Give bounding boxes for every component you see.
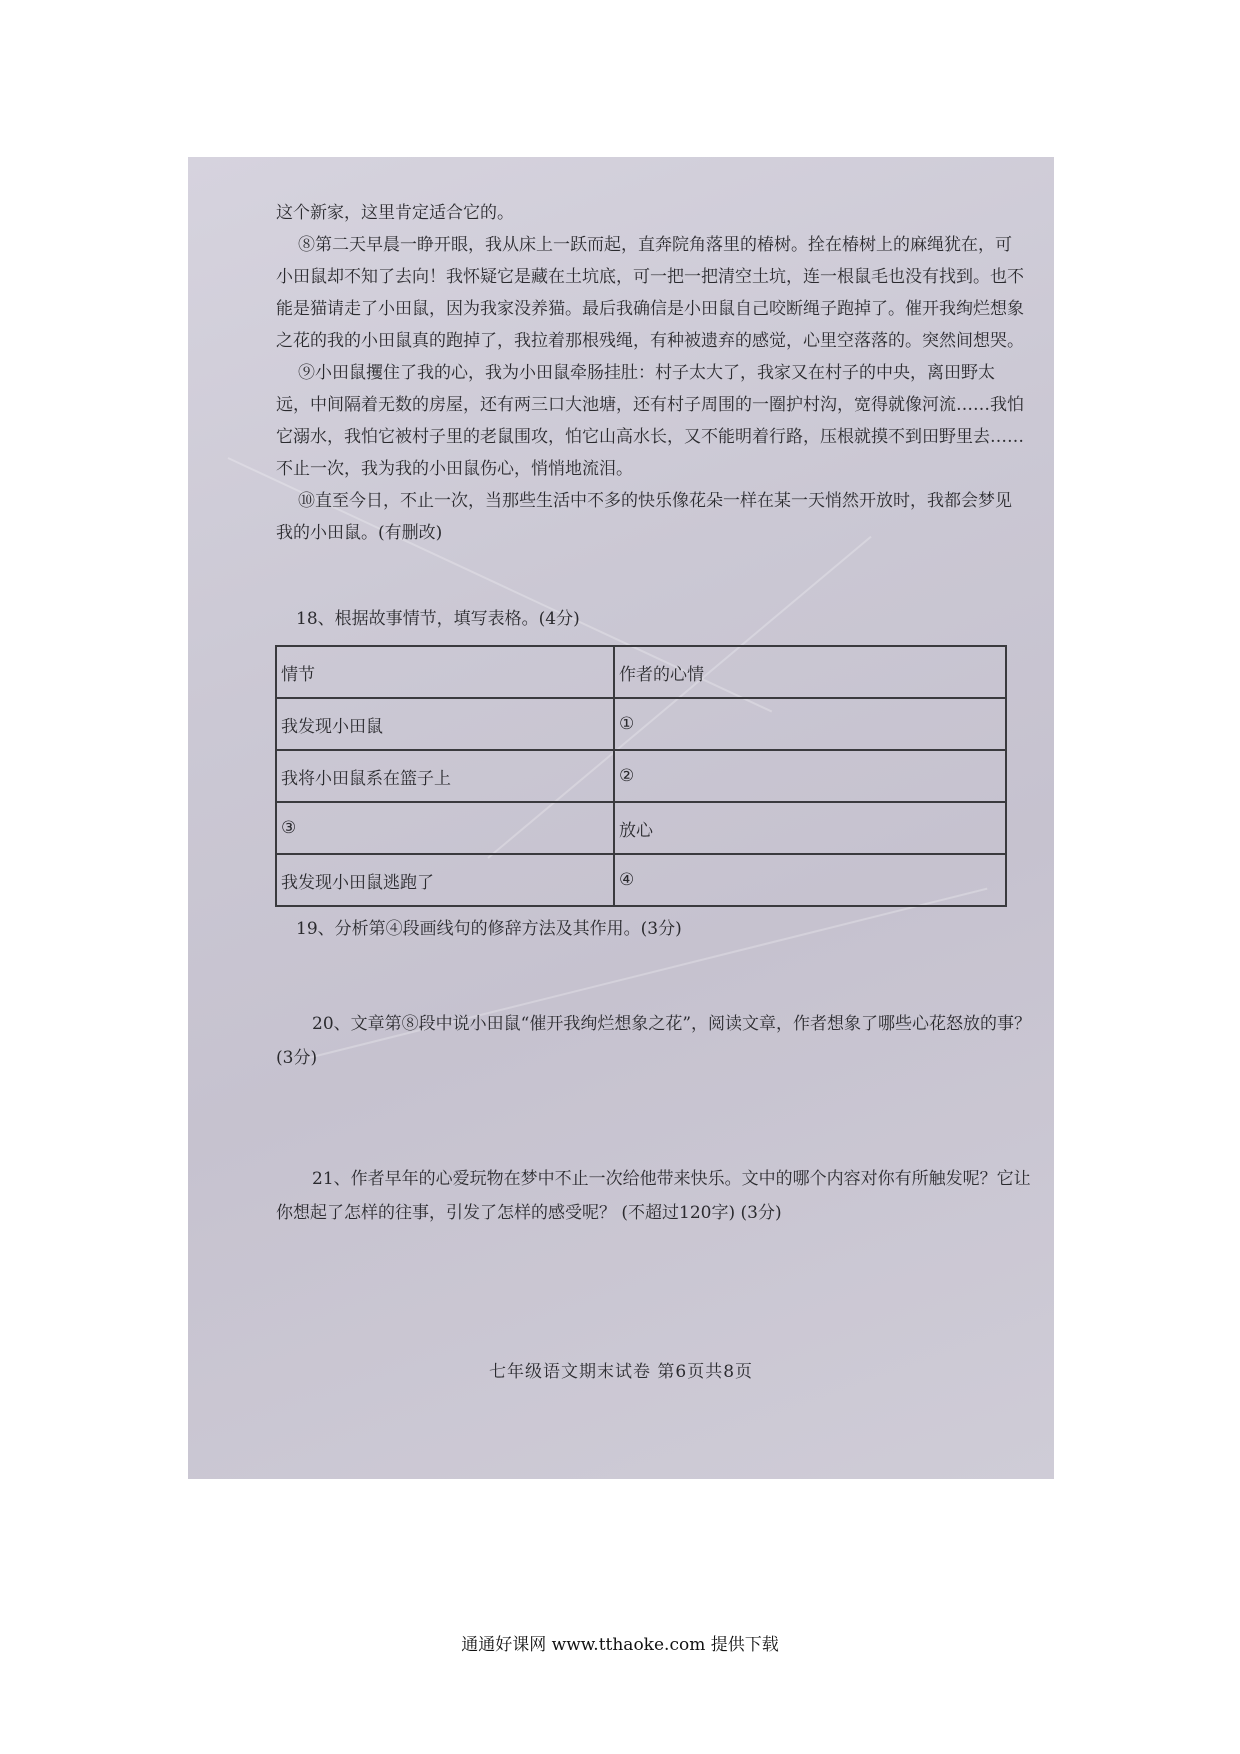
page-footer: 七年级语文期末试卷 第6页共8页 xyxy=(488,1362,754,1382)
mood-answer-cell[interactable]: ④ xyxy=(614,854,1006,906)
mood-answer-cell[interactable]: ② xyxy=(614,750,1006,802)
question-19: 19、分析第④段画线句的修辞方法及其作用。(3分) xyxy=(296,919,682,939)
exam-page-photo xyxy=(188,157,1054,1479)
paragraph-continuation: 这个新家，这里肯定适合它的。 xyxy=(276,203,514,223)
plot-mood-table xyxy=(275,645,1007,907)
table-row xyxy=(276,750,1006,802)
plot-cell: 我发现小田鼠逃跑了 xyxy=(276,854,614,906)
mood-answer-cell[interactable]: ① xyxy=(614,698,1006,750)
download-credit: 通通好课网 www.tthaoke.com 提供下载 xyxy=(461,1635,779,1655)
paragraph-9: ⑨小田鼠攫住了我的心，我为小田鼠牵肠挂肚：村子太大了，我家又在村子的中央，离田野太远，中间隔着无数的房屋，还有两三口大池塘，还有村子周围的一圈护村沟，宽得就像河流……我怕它溺水，我怕它被村子里的老鼠围攻，怕它山高水长，又不能明着行路，压根就摸不到田野里去……不止一次，我为我的小田鼠伤心，悄悄地流泪。 xyxy=(276,363,1024,479)
question-20: 20、文章第⑧段中说小田鼠“催开我绚烂想象之花”，阅读文章，作者想象了哪些心花怒放的事？ (3分) xyxy=(276,1014,1032,1068)
table-row xyxy=(276,698,1006,750)
paragraph-10: ⑩直至今日，不止一次，当那些生活中不多的快乐像花朵一样在某一天悄然开放时，我都会梦见我的小田鼠。(有删改) xyxy=(276,491,1012,543)
question-21: 21、作者早年的心爱玩物在梦中不止一次给他带来快乐。文中的哪个内容对你有所触发呢？它让你想起了怎样的往事，引发了怎样的感受呢？ (不超过120字) (3分) xyxy=(276,1169,1031,1223)
plot-cell: 我发现小田鼠 xyxy=(276,698,614,750)
plot-answer-cell[interactable]: ③ xyxy=(276,802,614,854)
mood-cell: 放心 xyxy=(614,802,1006,854)
reading-passage xyxy=(276,197,1026,549)
plot-cell: 我将小田鼠系在篮子上 xyxy=(276,750,614,802)
table-header-row xyxy=(276,646,1006,698)
table-row xyxy=(276,854,1006,906)
table-row xyxy=(276,802,1006,854)
paragraph-8: ⑧第二天早晨一睁开眼，我从床上一跃而起，直奔院角落里的椿树。拴在椿树上的麻绳犹在，可小田鼠却不知了去向！我怀疑它是藏在土坑底，可一把一把清空土坑，连一根鼠毛也没有找到。也不能是猫请走了小田鼠，因为我家没养猫。最后我确信是小田鼠自己咬断绳子跑掉了。催开我绚烂想象之花的我的小田鼠真的跑掉了，我拉着那根残绳，有种被遗弃的感觉，心里空落落的。突然间想哭。 xyxy=(276,235,1024,351)
question-18-prompt: 18、根据故事情节，填写表格。(4分) xyxy=(296,609,580,629)
header-mood: 作者的心情 xyxy=(614,646,1006,698)
header-plot: 情节 xyxy=(276,646,614,698)
